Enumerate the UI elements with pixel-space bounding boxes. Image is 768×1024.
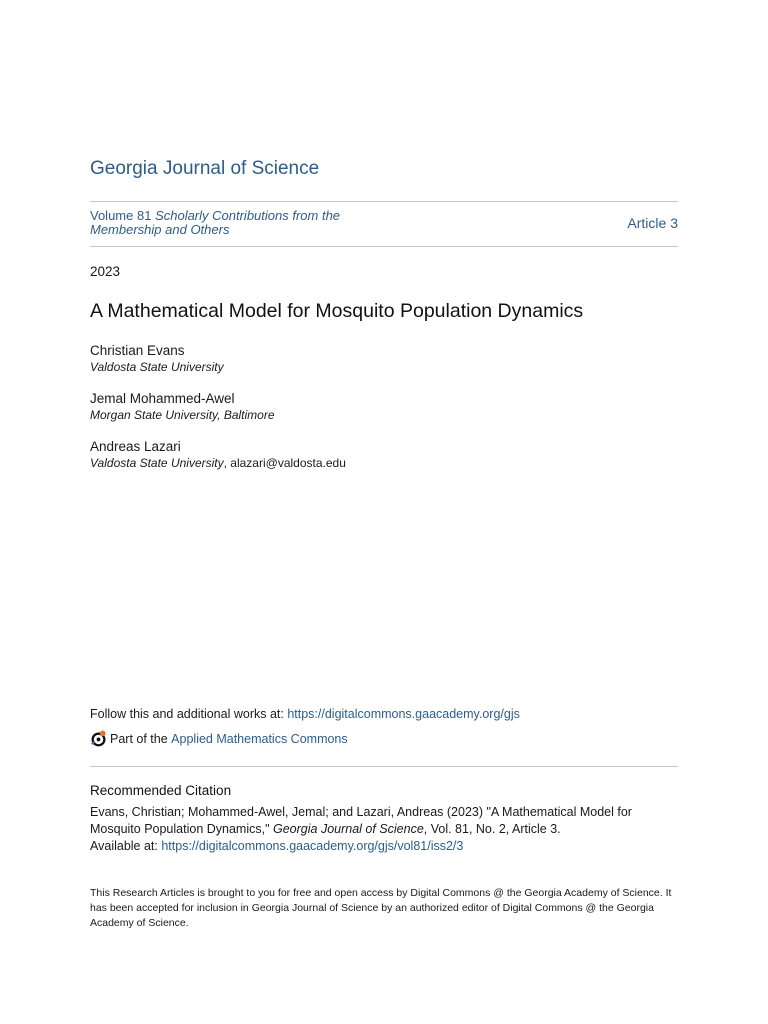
recommended-citation-heading: Recommended Citation xyxy=(90,783,232,798)
part-of-line xyxy=(90,730,348,747)
paper-title: A Mathematical Model for Mosquito Population Dynamics xyxy=(90,300,584,322)
author-name: Christian Evans xyxy=(90,343,185,358)
author-affiliation-line xyxy=(90,455,346,471)
volume-section[interactable]: Scholarly Contributions from the Membership and Others xyxy=(90,208,341,237)
author-affiliation-line xyxy=(90,359,224,375)
top-divider xyxy=(90,201,678,202)
commons-network-icon xyxy=(90,730,107,747)
article-number-link[interactable]: Article 3 xyxy=(627,215,678,231)
citation-volume: , Vol. 81, No. 2, Article 3. xyxy=(423,822,561,836)
volume-info[interactable] xyxy=(90,209,390,237)
access-notice: This Research Articles is brought to you for free and open access by Digital Commons @ the Georgia Academy of Science. It has been accepted for inclusion in Georgia Journal of Science by an authorized editor of Digital Commons @ the Georgia Academy of Science. xyxy=(90,887,672,929)
citation-text xyxy=(90,804,678,855)
author-entry xyxy=(90,438,346,471)
publication-year: 2023 xyxy=(90,264,121,279)
author-name: Andreas Lazari xyxy=(90,439,181,454)
author-email: , alazari@valdosta.edu xyxy=(223,456,346,470)
citation-journal: Georgia Journal of Science xyxy=(273,822,424,836)
author-affiliation-line xyxy=(90,407,275,423)
commons-link[interactable]: Applied Mathematics Commons xyxy=(171,731,348,746)
author-entry xyxy=(90,390,275,423)
citation-divider xyxy=(90,766,678,767)
follow-url-link[interactable]: https://digitalcommons.gaacademy.org/gjs xyxy=(287,707,520,721)
follow-prefix: Follow this and additional works at: xyxy=(90,707,288,721)
journal-title-link[interactable]: Georgia Journal of Science xyxy=(90,158,320,179)
author-affiliation: Valdosta State University xyxy=(90,456,224,470)
volume-divider xyxy=(90,246,678,247)
citation-body: Evans, Christian; Mohammed-Awel, Jemal; and Lazari, Andreas (2023) "A Mathematical Model for Mosquito Population Dynamics," xyxy=(90,805,632,836)
available-url-link[interactable]: https://digitalcommons.gaacademy.org/gjs/vol81/iss2/3 xyxy=(161,839,464,853)
available-prefix: Available at: xyxy=(90,839,162,853)
author-name: Jemal Mohammed-Awel xyxy=(90,391,235,406)
part-of-prefix: Part of the xyxy=(110,731,168,746)
volume-label[interactable]: Volume 81 xyxy=(90,208,152,223)
author-affiliation: Valdosta State University xyxy=(90,360,224,374)
author-affiliation: Morgan State University, Baltimore xyxy=(90,408,275,422)
follow-line xyxy=(90,707,520,721)
author-entry xyxy=(90,342,224,375)
